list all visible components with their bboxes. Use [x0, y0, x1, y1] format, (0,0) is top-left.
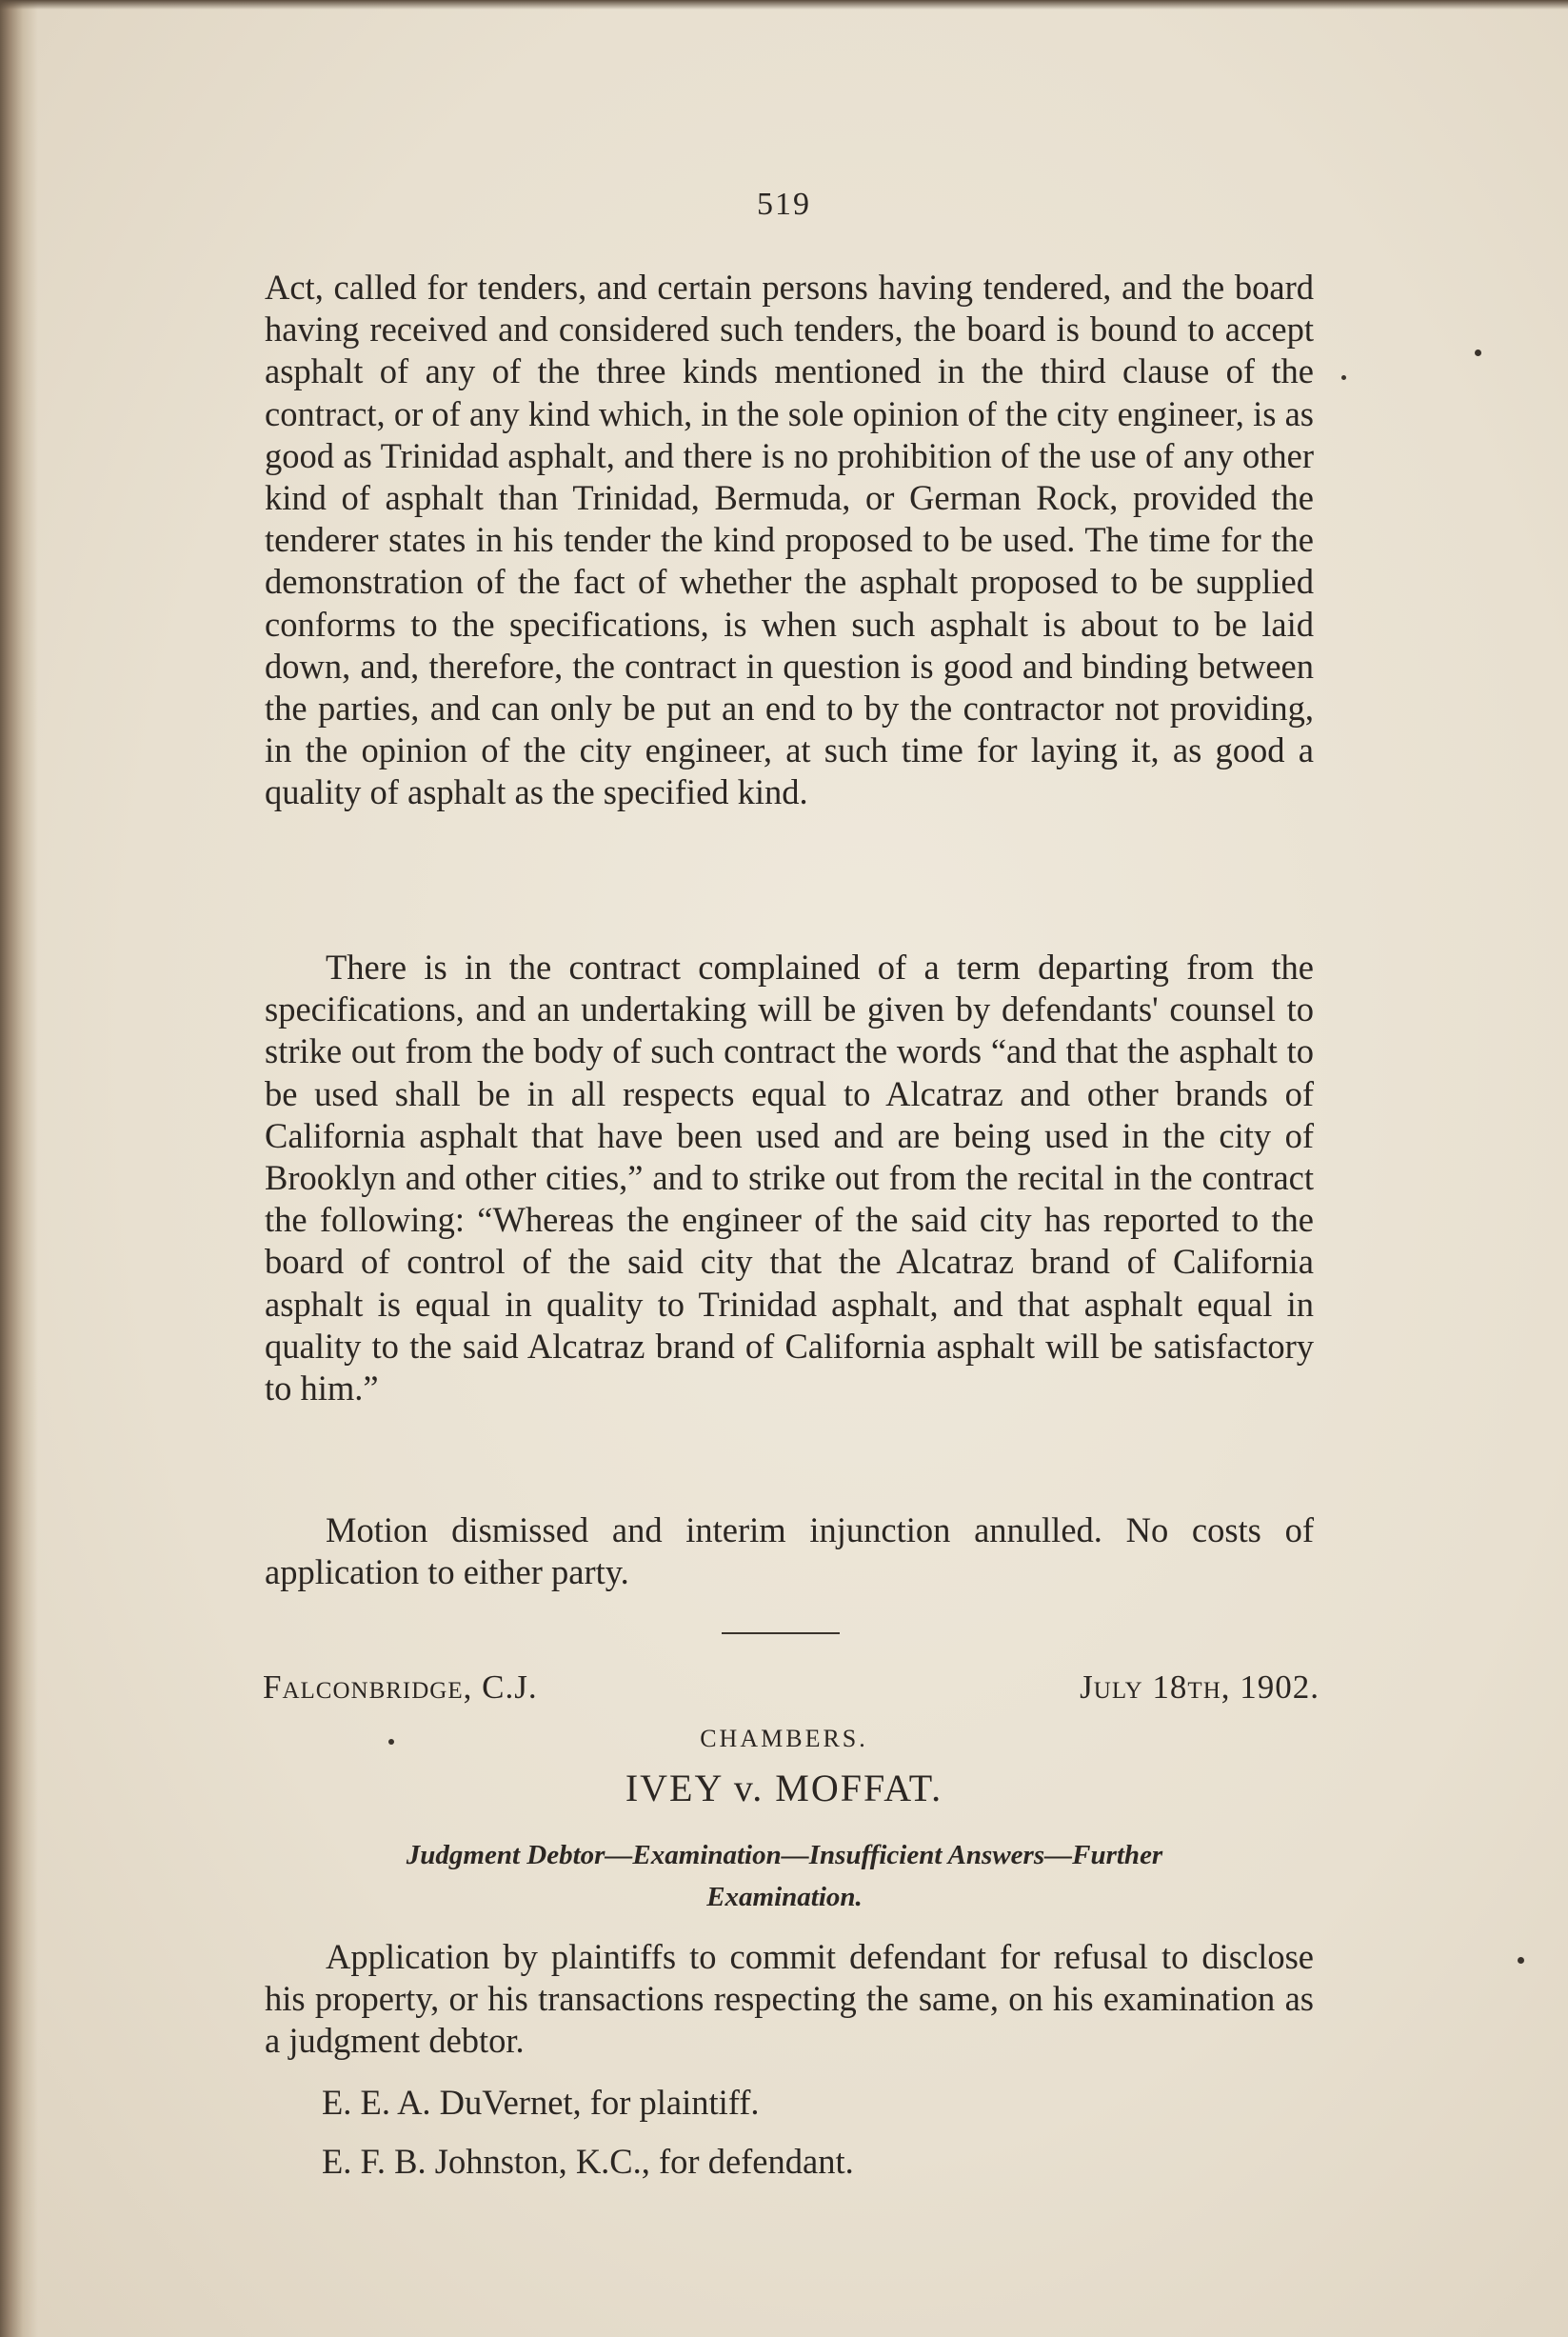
counsel-defendant: E. F. B. Johnston, K.C., for defendant. — [322, 2142, 854, 2181]
decision-date: July 18th, 1902. — [1080, 1668, 1320, 1706]
page-top-edge — [0, 0, 1568, 10]
paragraph-contract-term: There is in the contract complained of a term departing from the specifications, and an undertaking will be given by defendants' counsel to strike out from the body of such contract the words “and that the asphalt to be used shall be in all respects equal to Alcatraz and other brands of California asphalt that have been used and are being used in the city of Brooklyn and other cities,” and to strike out from the recital in the contract the following: “Whereas the engineer of the said city has reported to the board of control of the said city that the Alcatraz brand of California asphalt is equal in quality to Trinidad asphalt, and that asphalt equal in quality to the said Alcatraz brand of California asphalt will be satisfactory to him.” — [265, 948, 1314, 1408]
page-number: 519 — [757, 187, 811, 222]
ink-speck — [1341, 375, 1346, 380]
court-name: CHAMBERS. — [700, 1725, 868, 1752]
judge-name: Falconbridge, C.J. — [263, 1668, 538, 1706]
case-heading-row — [263, 1668, 1320, 1712]
headnote-line-2: Examination. — [706, 1882, 863, 1912]
ink-speck — [1475, 350, 1481, 356]
case-statement: Application by plaintiffs to commit defendant for refusal to disclose his property, or his transactions respecting the same, on his examination as a judgment debtor. — [265, 1937, 1314, 2061]
case-title: IVEY v. MOFFAT. — [625, 1767, 943, 1809]
headnote-line-1: Judgment Debtor—Examination—Insufficient Answers—Further — [406, 1840, 1163, 1870]
paragraph-tenders: Act, called for tenders, and certain persons having tendered, and the board having received and considered such tenders, the board is bound to accept asphalt of any of the three kinds mentioned in the third clause of the contract, or of any kind which, in the sole opinion of the city engineer, is as good as Trinidad asphalt, and there is no prohibition of the use of any other kind of asphalt than Trinidad, Bermuda, or German Rock, provided the tenderer states in his tender the kind proposed to be used. The time for the demonstration of the fact of whether the asphalt proposed to be supplied conforms to the specifications, is when such asphalt is about to be laid down, and, therefore, the contract in question is good and binding between the parties, and can only be put an end to by the contractor not providing, in the opinion of the city engineer, at such time for laying it, as good a quality of asphalt as the specified kind. — [265, 268, 1314, 812]
ink-speck — [1518, 1957, 1524, 1964]
book-gutter — [0, 0, 38, 2337]
counsel-plaintiff: E. E. A. DuVernet, for plaintiff. — [322, 2083, 760, 2122]
section-divider — [722, 1632, 840, 1634]
paragraph-disposition: Motion dismissed and interim injunction annulled. No costs of application to either party. — [265, 1510, 1314, 1592]
ink-speck — [388, 1739, 394, 1745]
case-headnote — [286, 1834, 1283, 1918]
